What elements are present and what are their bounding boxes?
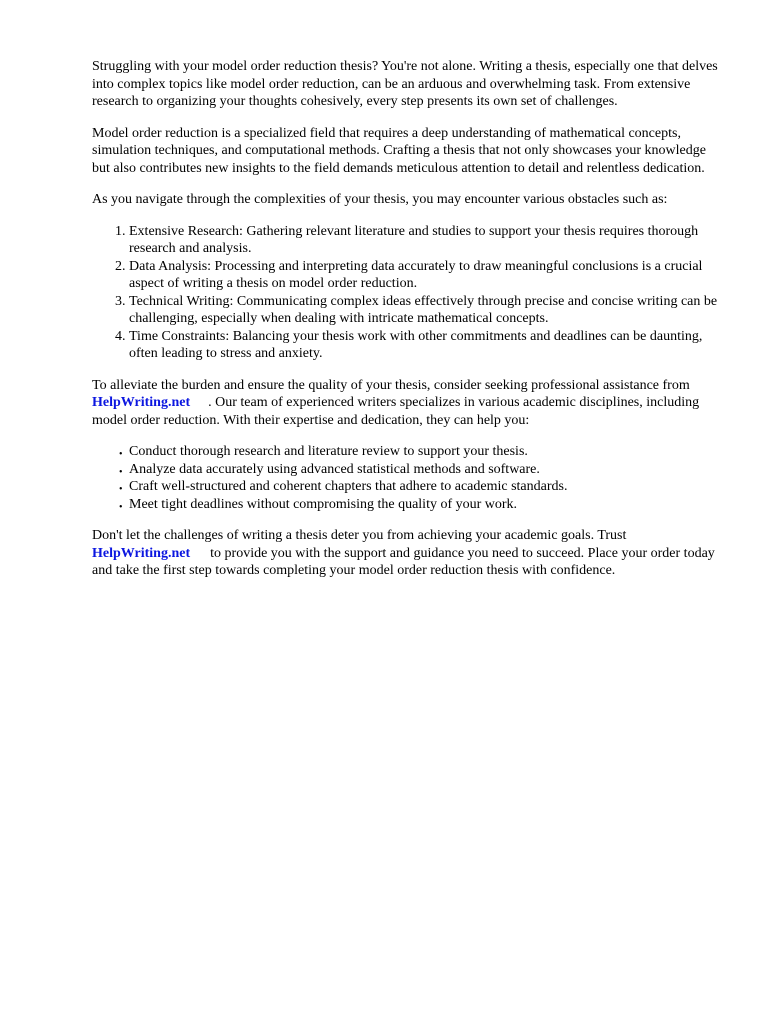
list-item-text: Analyze data accurately using advanced statistical methods and software. bbox=[129, 461, 540, 477]
list-item bbox=[119, 461, 724, 479]
list-item: 3. Technical Writing: Communicating complex ideas effectively through precise and concise writing can be challenging, especially when dealing with intricate mathematical concepts. bbox=[129, 293, 724, 328]
bullet-icon: • bbox=[119, 484, 123, 495]
closing-text-after: to provide you with the support and guidance you need to succeed. Place your order today and take the first step towards completing your model order reduction thesis with confidence. bbox=[92, 545, 715, 578]
list-item bbox=[119, 478, 724, 496]
list-item bbox=[119, 496, 724, 514]
field-description-paragraph: Model order reduction is a specialized field that requires a deep understanding of mathematical concepts, simulation techniques, and computational methods. Crafting a thesis that not only showcases your knowledge but also contributes new insights to the field demands meticulous attention to detail and relentless dedication. bbox=[92, 125, 706, 176]
assistance-paragraph bbox=[92, 377, 724, 430]
benefits-list bbox=[92, 443, 724, 513]
list-item-text: Craft well-structured and coherent chapters that adhere to academic standards. bbox=[129, 479, 568, 494]
list-item: 1. Extensive Research: Gathering relevant literature and studies to support your thesis requires thorough research and analysis. bbox=[129, 223, 724, 258]
closing-paragraph bbox=[92, 527, 724, 580]
assistance-text-before: To alleviate the burden and ensure the quality of your thesis, consider seeking professional assistance from bbox=[92, 377, 690, 393]
closing-text-before: Don't let the challenges of writing a thesis deter you from achieving your academic goals. Trust bbox=[92, 528, 627, 543]
helpwriting-link[interactable]: HelpWriting.net bbox=[92, 395, 191, 410]
list-item bbox=[119, 443, 724, 461]
bullet-icon: • bbox=[119, 466, 123, 478]
list-item: 4. Time Constraints: Balancing your thesis work with other commitments and deadlines can be daunting, often leading to stress and anxiety. bbox=[129, 328, 724, 363]
helpwriting-link[interactable]: HelpWriting.net bbox=[92, 545, 191, 561]
list-item-text: Conduct thorough research and literature review to support your thesis. bbox=[129, 444, 528, 459]
intro-paragraph: Struggling with your model order reduction thesis? You're not alone. Writing a thesis, especially one that delves into complex topics like model order reduction, can be an arduous and overwhelming task. From extensive research to organizing your thoughts cohesively, every step presents its own set of challenges. bbox=[92, 59, 718, 109]
bullet-icon: • bbox=[119, 449, 123, 460]
assistance-text-after: . Our team of experienced writers specializes in various academic disciplines, including model order reduction. With their expertise and dedication, they can help you: bbox=[92, 395, 700, 428]
list-item: 2. Data Analysis: Processing and interpreting data accurately to draw meaningful conclusions is a crucial aspect of writing a thesis on model order reduction. bbox=[129, 258, 724, 293]
list-item-text: Meet tight deadlines without compromising the quality of your work. bbox=[129, 496, 518, 512]
document-page bbox=[92, 58, 724, 594]
bullet-icon: • bbox=[119, 501, 123, 513]
obstacles-intro-paragraph: As you navigate through the complexities of your thesis, you may encounter various obstacles such as: bbox=[92, 192, 668, 207]
obstacles-list bbox=[92, 223, 724, 363]
